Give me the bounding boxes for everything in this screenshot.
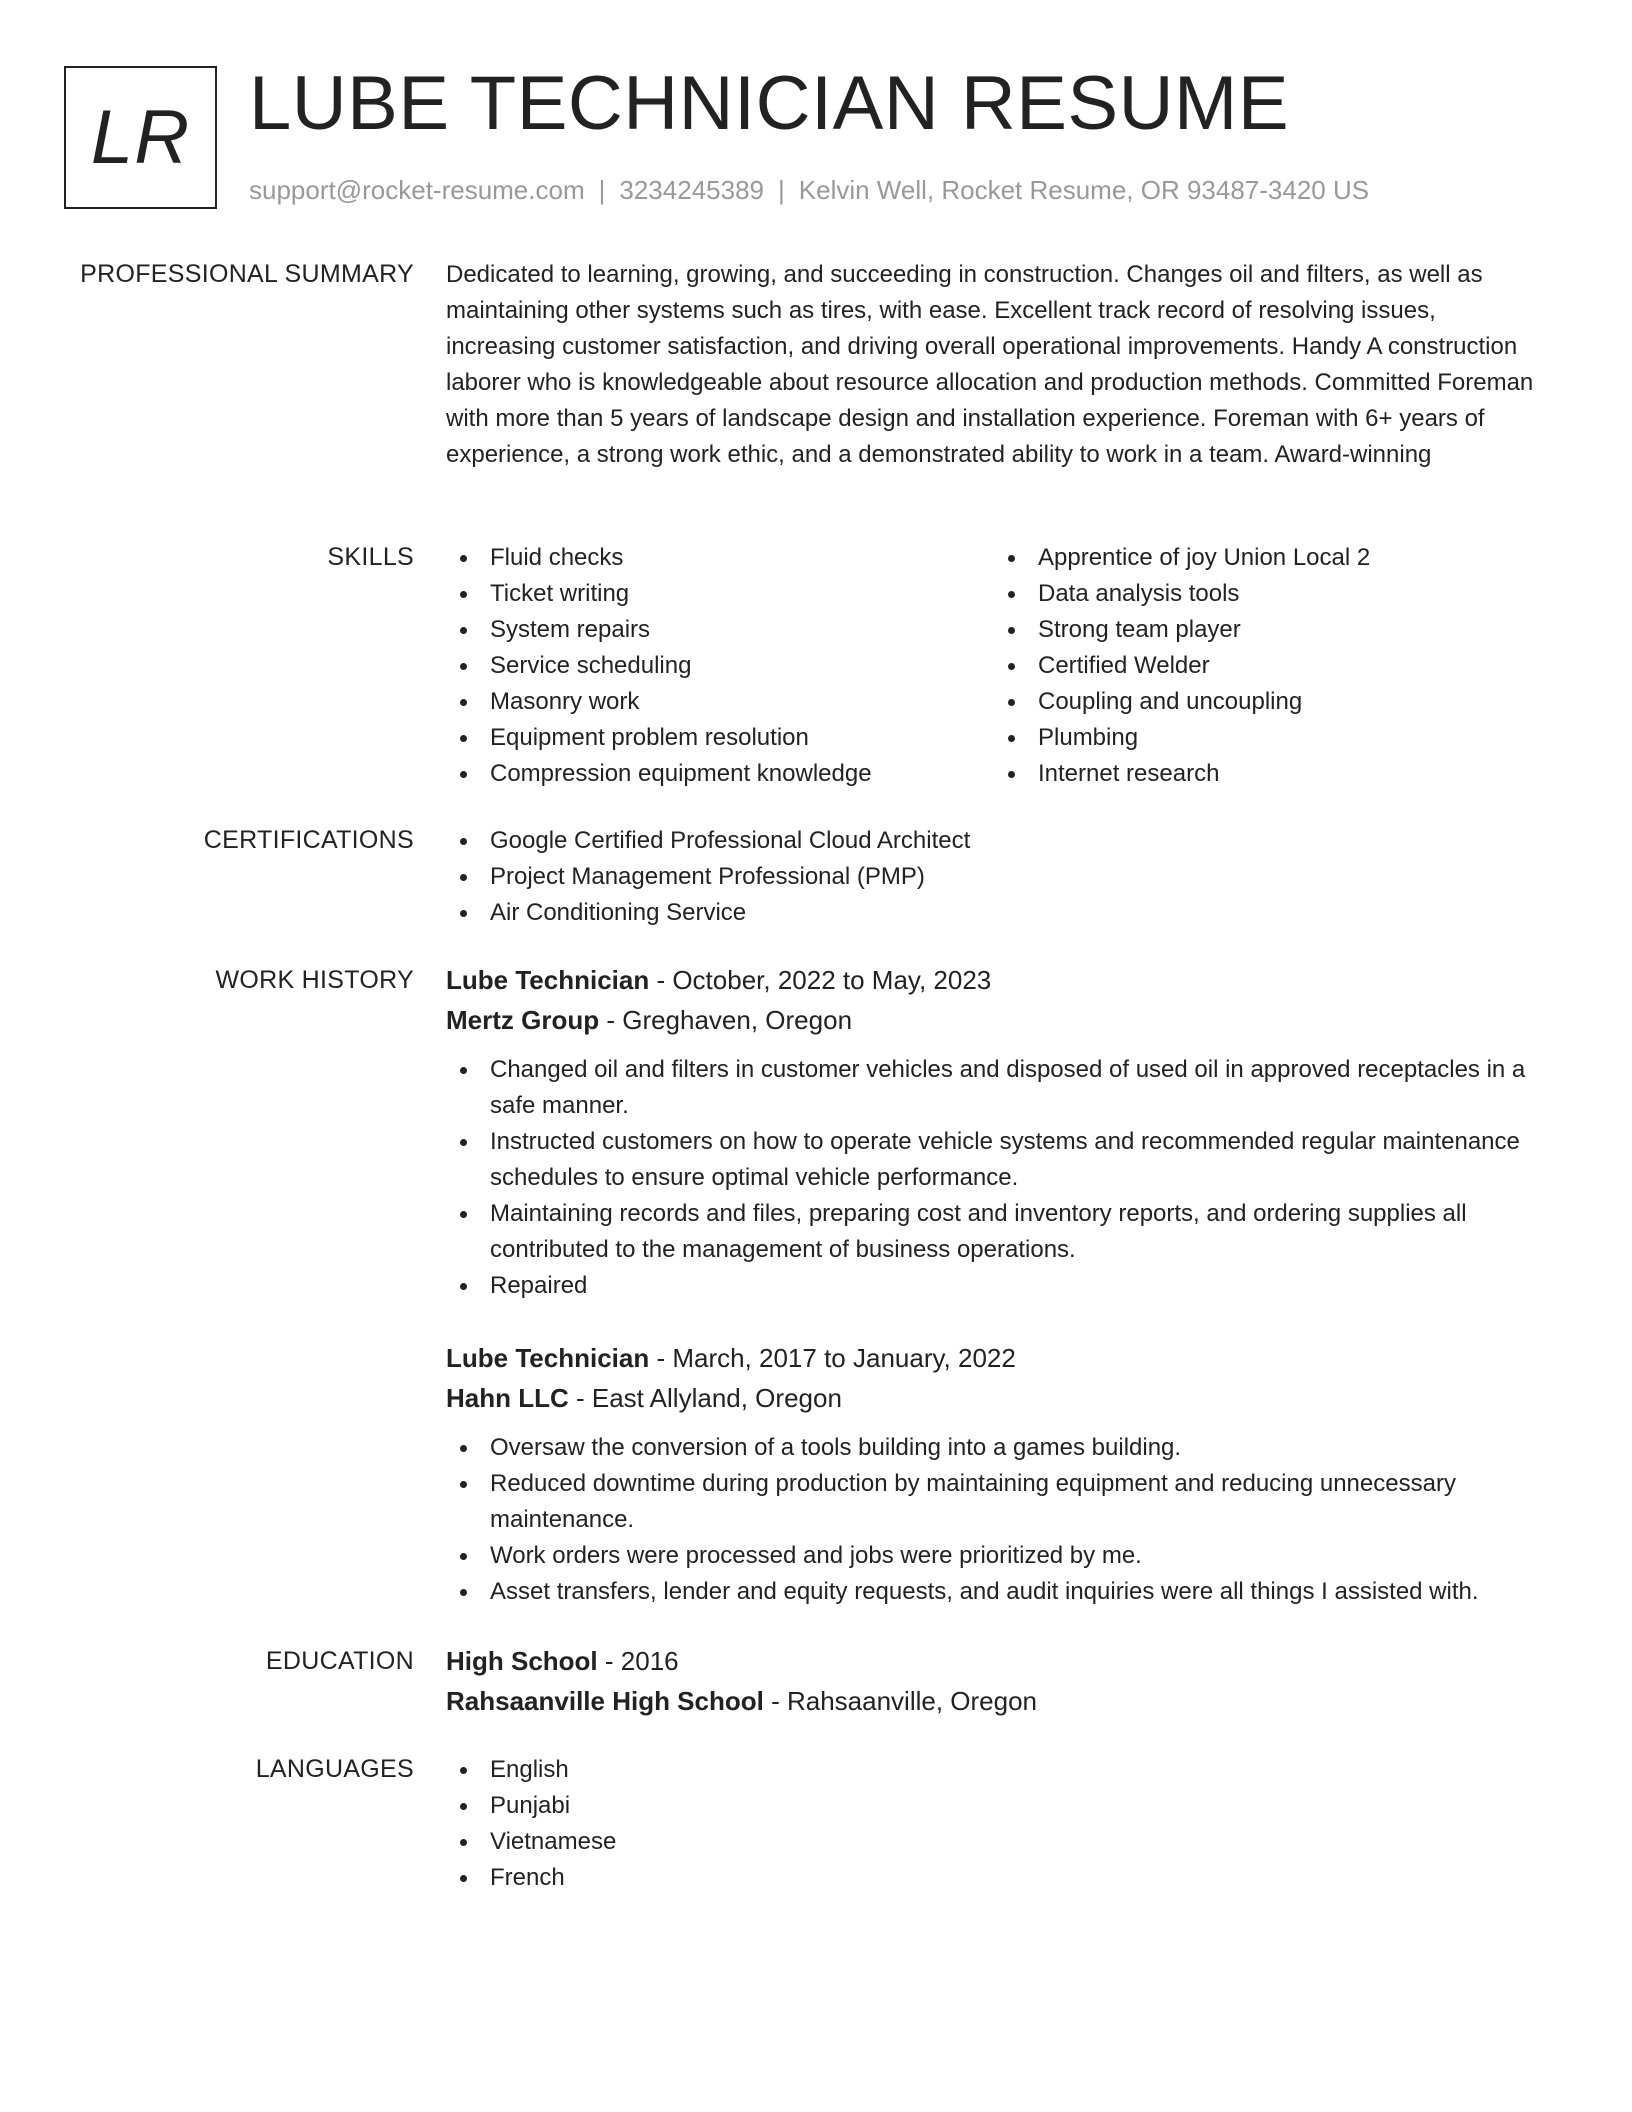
job-dates: - October, 2022 to May, 2023 [649,965,992,995]
contact-email[interactable]: support@rocket-resume.com [249,175,585,205]
job-title-line [446,1338,1576,1378]
section-label-summary: PROFESSIONAL SUMMARY [80,260,414,288]
language-item: French [446,1860,1576,1896]
skill-item: Strong team player [994,612,1542,648]
job-title: Lube Technician [446,965,650,995]
skills-list-right [994,540,1542,792]
job-company: Hahn LLC [446,1383,569,1413]
skills-list-left [446,540,994,792]
job-company: Mertz Group [446,1005,600,1035]
education-school: Rahsaanville High School [446,1686,764,1716]
language-item: Vietnamese [446,1824,1576,1860]
monogram-logo: LR [64,66,217,209]
skill-item: Service scheduling [446,648,994,684]
summary-text: Dedicated to learning, growing, and succeeding in construction. Changes oil and filters, as well as maintaining other systems such as tires, with ease. Excellent track record of resolving issues, increasing customer satisfaction, and driving overall operational improvements. Handy A construction laborer who is knowledgeable about resource allocation and production methods. Committed Foreman with more than 5 years of landscape design and installation experience. Foreman with 6+ years of experience, a strong work ethic, and a demonstrated ability to work in a team. Award-winning [446,261,1534,468]
languages-list [446,1752,1576,1896]
certification-item: Project Management Professional (PMP) [446,859,1576,895]
language-item: English [446,1752,1576,1788]
certifications-list [446,823,1576,931]
skill-item: Fluid checks [446,540,994,576]
skill-item: Certified Welder [994,648,1542,684]
education-degree: High School [446,1646,598,1676]
job-title-line [446,960,1576,1000]
skill-item: Masonry work [446,684,994,720]
contact-separator: | [778,175,785,205]
job-company-line [446,1000,1576,1040]
job-title: Lube Technician [446,1343,650,1373]
job-bullet: Oversaw the conversion of a tools building into a games building. [446,1430,1576,1466]
job-company-line [446,1378,1576,1418]
skill-item: Data analysis tools [994,576,1542,612]
skill-item: System repairs [446,612,994,648]
section-label-certifications: CERTIFICATIONS [203,826,414,854]
section-label-education: EDUCATION [265,1647,414,1675]
language-item: Punjabi [446,1788,1576,1824]
contact-line [249,175,1369,206]
education-degree-line [446,1641,1576,1681]
skill-item: Equipment problem resolution [446,720,994,756]
job-location: - Greghaven, Oregon [599,1005,853,1035]
job-bullet: Instructed customers on how to operate vehicle systems and recommended regular maintenance schedules to ensure optimal vehicle performance. [446,1124,1576,1196]
education-school-line [446,1681,1576,1721]
job-location: - East Allyland, Oregon [568,1383,842,1413]
contact-separator: | [598,175,606,205]
job-bullet: Maintaining records and files, preparing cost and inventory reports, and ordering supplies all contributed to the management of business operations. [446,1196,1576,1268]
job-bullet: Work orders were processed and jobs were prioritized by me. [446,1538,1576,1574]
skill-item: Ticket writing [446,576,994,612]
education-location: - Rahsaanville, Oregon [763,1686,1037,1716]
contact-address: Kelvin Well, Rocket Resume, OR 93487-3420 US [798,175,1370,205]
section-label-languages: LANGUAGES [255,1755,414,1783]
resume-title: LUBE TECHNICIAN RESUME [249,61,1290,146]
skill-item: Compression equipment knowledge [446,756,994,792]
section-label-skills: SKILLS [327,543,414,571]
job-bullets [446,1430,1576,1610]
education-year: - 2016 [597,1646,679,1676]
job-entry [446,960,1576,1304]
job-bullet: Repaired [446,1268,1576,1304]
job-bullet: Asset transfers, lender and equity requests, and audit inquiries were all things I assisted with. [446,1574,1576,1610]
contact-phone[interactable]: 3234245389 [619,175,764,205]
job-bullet: Changed oil and filters in customer vehicles and disposed of used oil in approved receptacles in a safe manner. [446,1052,1576,1124]
job-bullets [446,1052,1576,1304]
skill-item: Internet research [994,756,1542,792]
job-dates: - March, 2017 to January, 2022 [649,1343,1016,1373]
resume-header [64,61,1564,209]
skill-item: Apprentice of joy Union Local 2 [994,540,1542,576]
job-entry [446,1338,1576,1610]
section-label-work-history: WORK HISTORY [215,966,414,994]
certification-item: Air Conditioning Service [446,895,1576,931]
skill-item: Plumbing [994,720,1542,756]
certification-item: Google Certified Professional Cloud Architect [446,823,1576,859]
job-bullet: Reduced downtime during production by maintaining equipment and reducing unnecessary maintenance. [446,1466,1576,1538]
skill-item: Coupling and uncoupling [994,684,1542,720]
